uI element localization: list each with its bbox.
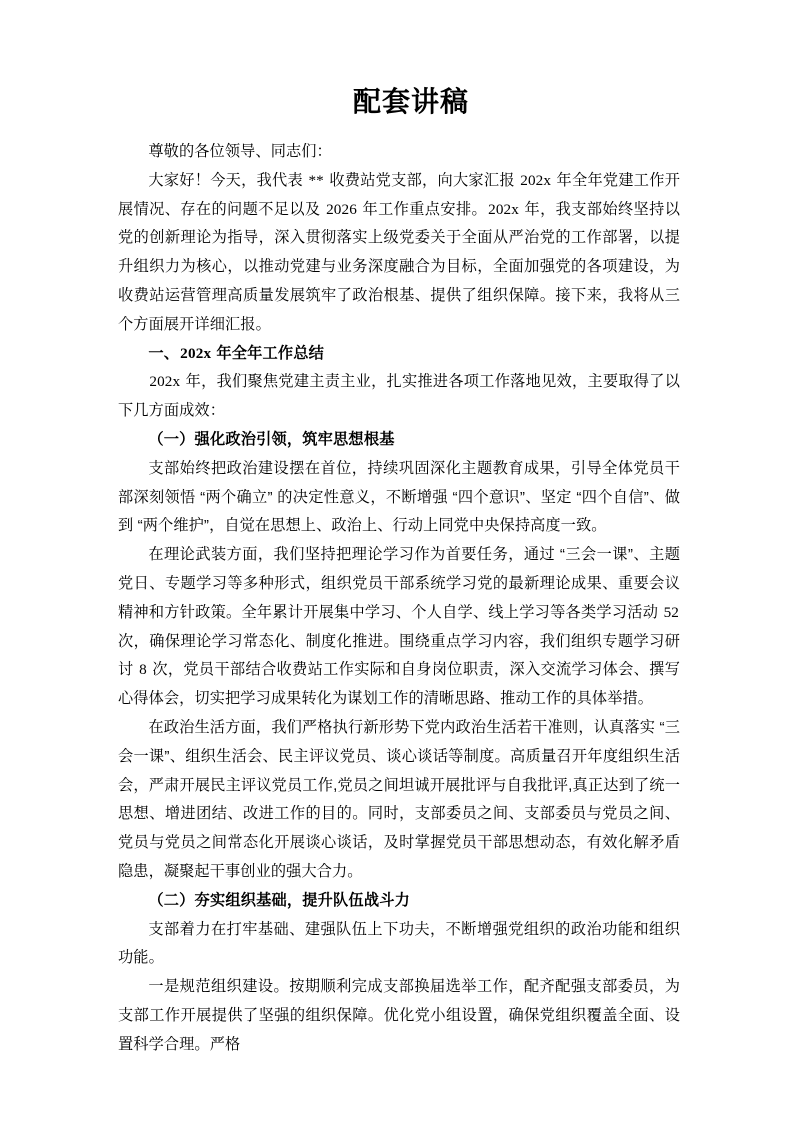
latin-run: 202x <box>520 171 552 189</box>
body-paragraph: 在政治生活方面，我们严格执行新形势下党内政治生活若干准则，认真落实 “三会一课”、组织生活会、民主评议党员、谈心谈话等制度。高质量召开年度组织生活会，严肃开展民主评议党员工作,党员之间坦诚开展批评与自我批评,真正达到了统一思想、增进团结、改进工作的目的。同时，支部委员之间、支部委员与党员之间、党员与党员之间常态化开展谈心谈话，及时掌握党员干部思想动态，有效化解矛盾隐患，凝聚起干事创业的强大合力。 <box>118 718 680 880</box>
latin-run: 2026 <box>326 200 357 218</box>
latin-run: 202x <box>149 373 181 391</box>
body-paragraph: 支部着力在打牢基础、建强队伍上下功夫，不断增强党组织的政治功能和组织功能。 <box>118 920 680 967</box>
body-paragraph: 支部始终把政治建设摆在首位，持续巩固深化主题教育成果，引导全体党员干部深刻领悟 “两个确立” 的决定性意义，不断增强 “四个意识”、坚定 “四个自信”、做到 “两个维护”，自觉在思想上、政治上、行动上同党中央保持高度一致。 <box>118 459 680 535</box>
section-heading: （二）夯实组织基础，提升队伍战斗力 <box>148 891 410 909</box>
body-paragraph: 202x 年，我们聚焦党建主责主业，扎实推进各项工作落地见效，主要取得了以下几方面成效： <box>118 373 680 420</box>
latin-run: 202x <box>488 200 519 218</box>
document-body <box>118 138 680 1060</box>
section-heading: 一、202x 年全年工作总结 <box>148 344 325 362</box>
latin-run: ** <box>308 171 324 189</box>
paragraph-list <box>118 167 680 1060</box>
body-paragraph: 大家好！今天，我代表 ** 收费站党支部，向大家汇报 202x 年全年党建工作开展情况、存在的问题不足以及 2026 年工作重点安排。202x 年，我支部始终坚持以党的创新理论为指导，深入贯彻落实上级党委关于全面从严治党的工作部署，以提升组织力为核心，以推动党建与业务深度融合为目标，全面加强党的各项建设，为收费站运营管理高质量发展筑牢了政治根基、提供了组织保障。接下来，我将从三个方面展开详细汇报。 <box>118 171 681 333</box>
latin-run: 52 <box>663 603 679 621</box>
body-paragraph: 一是规范组织建设。按期顺利完成支部换届选举工作，配齐配强支部委员，为支部工作开展提供了坚强的组织保障。优化党小组设置，确保党组织覆盖全面、设置科学合理。严格 <box>118 978 680 1053</box>
latin-run: 202x <box>180 344 212 362</box>
body-paragraph: 在理论武装方面，我们坚持把理论学习作为首要任务，通过 “三会一课”、主题党日、专题学习等多种形式，组织党员干部系统学习党的最新理论成果、重要会议精神和方针政策。全年累计开展集中学习、个人自学、线上学习等各类学习活动 52 次，确保理论学习常态化、制度化推进。围绕重点学习内容，我们组织专题学习研讨 8 次，党员干部结合收费站工作实际和自身岗位职责，深入交流学习体会、撰写心得体会，切实把学习成果转化为谋划工作的清晰思路、推动工作的具体举措。 <box>118 546 680 708</box>
latin-run: 8 <box>139 661 147 679</box>
section-heading: （一）强化政治引领，筑牢思想根基 <box>148 430 395 448</box>
page-title: 配套讲稿 <box>352 87 469 118</box>
salutation-line: 尊敬的各位领导、同志们： <box>148 143 332 160</box>
